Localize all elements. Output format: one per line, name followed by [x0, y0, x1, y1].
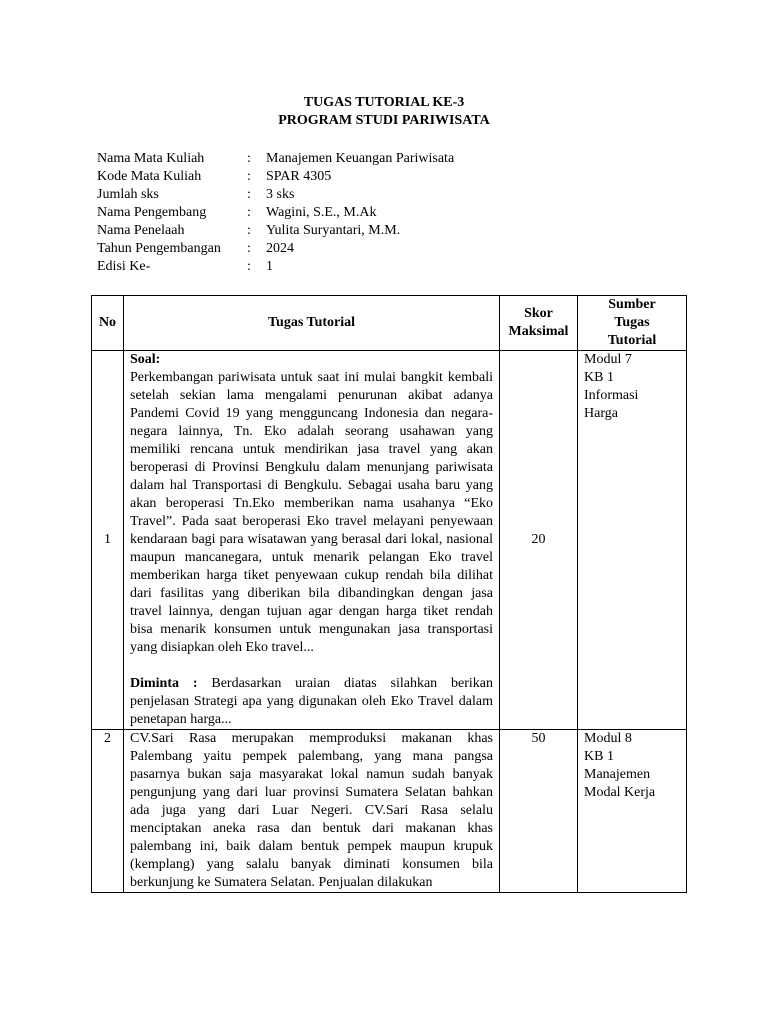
diminta-text: Berdasarkan uraian diatas silahkan berikan penjelasan Strategi apa yang digunakan oleh Eko Travel dalam penetapan harga...	[130, 676, 493, 727]
source-line: Manajemen	[584, 767, 651, 782]
task-cell	[124, 351, 500, 730]
info-row-course-name	[97, 150, 454, 168]
task-text: Perkembangan pariwisata untuk saat ini mulai bangkit kembali setelah sekian lama mengalami penurunan akibat adanya Pandemi Covid 19 yang mengguncang Indonesia dan negara-negara lainnya, Tn. Eko adalah seorang usahawan yang memiliki rencana untuk mendirikan jasa travel yang akan beroperasi di Provinsi Bengkulu dalam menunjang pariwisata dalam hal Transportasi di Bengkulu. Sebagai usaha baru yang akan beroperasi Tn.Eko memberikan nama usahanya “Eko Travel”. Pada saat beroperasi Eko travel melayani penyewaan kendaraan bagi para wisatawan yang berasal dari lokal, nasional maupun mancanegara, untuk menarik pelangan Eko travel memberikan harga tiket penyewaan cukup rendah bila dilihat dari fasilitas yang diberikan bila dibandingkan dengan jasa travel lainnya, dengan tujuan agar dengan harga tiket rendah bisa menarik konsumen untuk mengunakan jasa transportasi yang disiapkan oleh Eko travel...	[130, 370, 493, 655]
info-colon: :	[247, 223, 251, 238]
info-row-credits	[97, 186, 454, 204]
header-score-line: Skor	[524, 306, 553, 321]
info-colon: :	[247, 151, 251, 166]
header-task: Tugas Tutorial	[124, 296, 500, 351]
info-colon: :	[247, 241, 251, 256]
info-value: 1	[266, 259, 273, 274]
task-text: CV.Sari Rasa merupakan memproduksi makanan khas Palembang yaitu pempek palembang, yang mana pangsa pasarnya bukan saja masyarakat lokal namun sudah banyak pengunjung yang dari luar provinsi Sumatera Selatan bahkan ada juga yang dari Luar Negeri. CV.Sari Rasa selalu menciptakan aneka rasa dan bentuk dari makanan khas palembang ini, baik dalam bentuk pempek maupun krupuk (kemplang) yang salalu banyak diminati konsumen bila berkunjung ke Sumatera Selatan. Penjualan dilakukan	[130, 731, 493, 890]
info-label: Nama Pengembang	[97, 205, 207, 220]
info-value: Wagini, S.E., M.Ak	[266, 205, 377, 220]
info-label: Nama Mata Kuliah	[97, 151, 205, 166]
score-cell: 50	[500, 730, 578, 893]
info-row-edition	[97, 258, 454, 276]
source-line: Modul 7	[584, 352, 632, 367]
source-line: KB 1	[584, 370, 614, 385]
source-line: Informasi	[584, 388, 639, 403]
info-label: Jumlah sks	[97, 187, 159, 202]
header-source	[578, 296, 687, 351]
info-row-course-code	[97, 168, 454, 186]
source-cell	[578, 730, 687, 893]
source-line: Modal Kerja	[584, 785, 656, 800]
info-label: Nama Penelaah	[97, 223, 185, 238]
score-cell: 20	[500, 351, 578, 730]
info-colon: :	[247, 259, 251, 274]
header-source-line: Sumber	[608, 297, 656, 312]
table-row	[92, 730, 687, 893]
document-title: TUGAS TUTORIAL KE-3	[303, 95, 465, 110]
info-row-year	[97, 240, 454, 258]
info-colon: :	[247, 187, 251, 202]
table-row	[92, 351, 687, 730]
info-label: Edisi Ke-	[97, 259, 151, 274]
document-subtitle: PROGRAM STUDI PARIWISATA	[278, 113, 490, 128]
info-row-reviewer	[97, 222, 454, 240]
table-header-row	[92, 296, 687, 351]
row-number: 1	[92, 351, 124, 730]
info-label: Tahun Pengembangan	[97, 241, 221, 256]
header-score	[500, 296, 578, 351]
row-number: 2	[92, 730, 124, 893]
info-value: 3 sks	[266, 187, 295, 202]
info-value: Manajemen Keuangan Pariwisata	[266, 151, 455, 166]
diminta-label: Diminta :	[130, 676, 198, 691]
source-line: Harga	[584, 406, 618, 421]
source-line: KB 1	[584, 749, 614, 764]
course-info	[97, 150, 454, 276]
info-value: Yulita Suryantari, M.M.	[266, 223, 401, 238]
header-no: No	[92, 296, 124, 351]
source-line: Modul 8	[584, 731, 632, 746]
header-score-line: Maksimal	[508, 324, 569, 339]
info-label: Kode Mata Kuliah	[97, 169, 202, 184]
info-colon: :	[247, 169, 251, 184]
info-value: 2024	[266, 241, 294, 256]
header-source-line: Tutorial	[607, 333, 657, 348]
diminta-paragraph	[130, 675, 493, 729]
spacer	[130, 657, 493, 675]
source-cell	[578, 351, 687, 730]
info-row-developer	[97, 204, 454, 222]
tutorial-task-table	[91, 295, 687, 893]
task-cell	[124, 730, 500, 893]
soal-label: Soal:	[130, 352, 161, 367]
info-colon: :	[247, 205, 251, 220]
info-value: SPAR 4305	[266, 169, 332, 184]
header-source-line: Tugas	[614, 315, 650, 330]
